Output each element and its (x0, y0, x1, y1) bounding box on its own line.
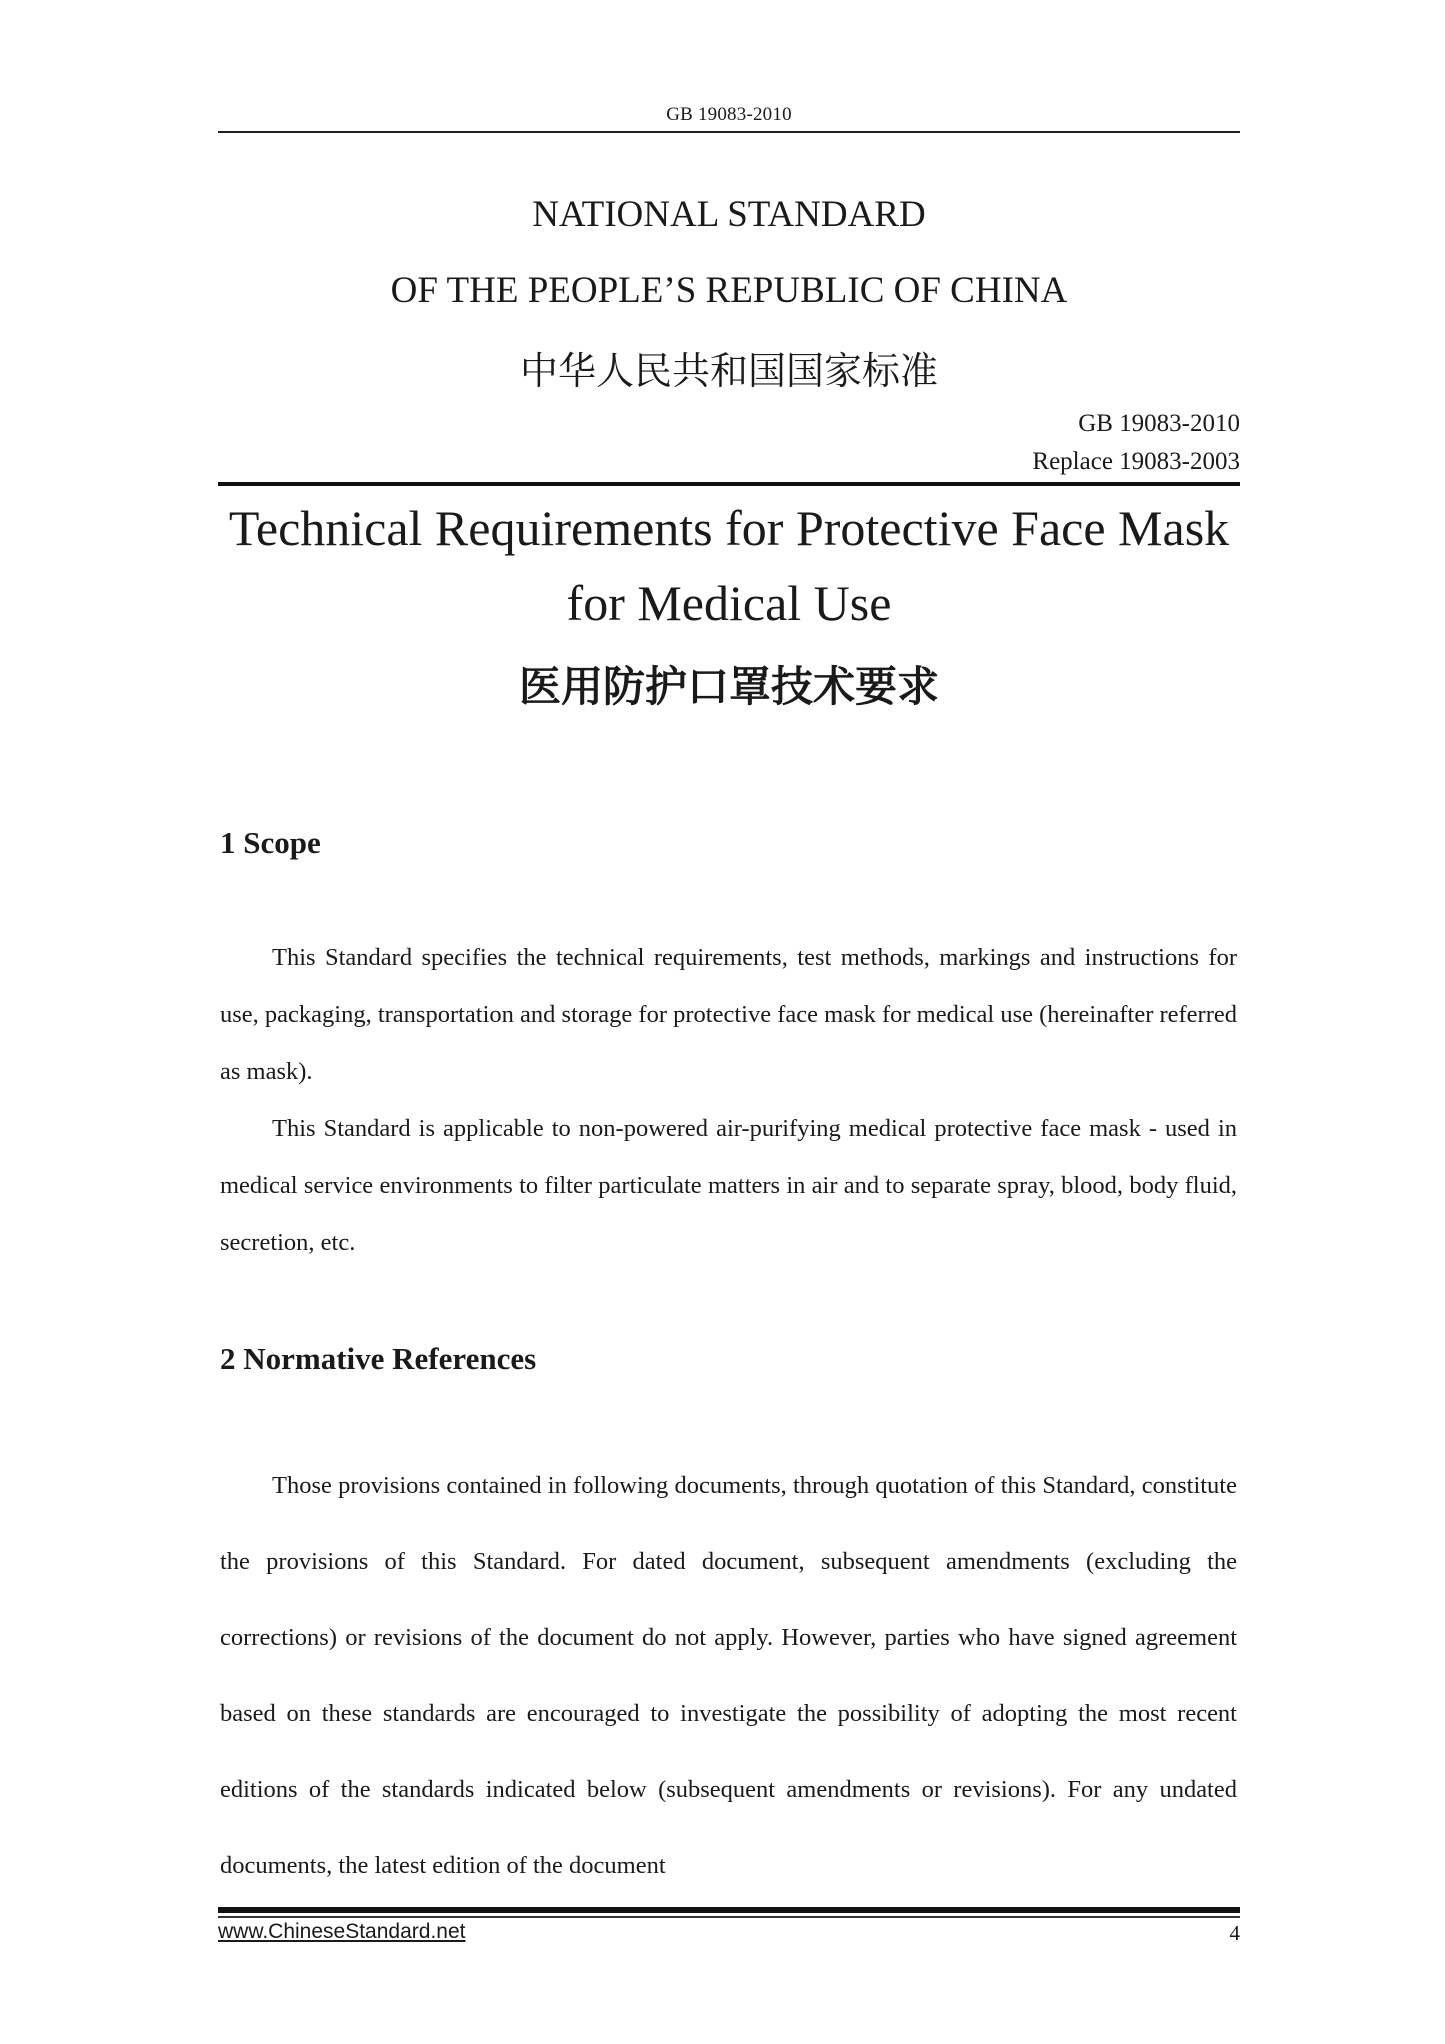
document-title: Technical Requirements for Protective Face Mask (228, 500, 1230, 556)
document-title-line2: for Medical Use (566, 575, 892, 631)
title-rule (218, 482, 1240, 486)
national-standard-title-cn: 中华人民共和国国家标准 (519, 349, 938, 393)
website-link[interactable]: www.ChineseStandard.net (218, 1920, 466, 1943)
header-rule (218, 131, 1240, 133)
standard-number: GB 19083-2010 (1078, 410, 1240, 437)
replaces-standard: Replace 19083-2003 (1032, 448, 1240, 475)
national-standard-title: NATIONAL STANDARD (532, 194, 926, 235)
footer-rule-thick (218, 1907, 1240, 1913)
running-header: GB 19083-2010 (666, 104, 792, 125)
normative-references-body (220, 1448, 1237, 1904)
page-number: 4 (1229, 1921, 1240, 1945)
footer-rule-thin (218, 1916, 1240, 1918)
document-title-cn: 医用防护口罩技术要求 (518, 662, 939, 711)
scope-paragraph-2: This Standard is applicable to non-powered air-purifying medical protective face mask - used in medical service environments to filter particulate matters in air and to separate spray, blood, body fluid, secretion, etc. (220, 1115, 1237, 1256)
section-heading-normative-references: 2 Normative References (220, 1341, 537, 1376)
normative-references-paragraph-1: Those provisions contained in following documents, through quotation of this Standard, constitute the provisions of this Standard. For dated document, subsequent amendments (excluding the corrections) or revisions of the document do not apply. However, parties who have signed agreement based on these standards are encouraged to investigate the possibility of adopting the most recent editions of the standards indicated below (subsequent amendments or revisions). For any undated documents, the latest edition of the document (220, 1472, 1237, 1879)
scope-body (220, 929, 1237, 1271)
scope-paragraph-1: This Standard specifies the technical requirements, test methods, markings and instructions for use, packaging, transportation and storage for protective face mask for medical use (hereinafter referred as mask). (220, 944, 1237, 1085)
prc-title: OF THE PEOPLE’S REPUBLIC OF CHINA (390, 270, 1068, 311)
section-heading-scope: 1 Scope (220, 825, 321, 860)
